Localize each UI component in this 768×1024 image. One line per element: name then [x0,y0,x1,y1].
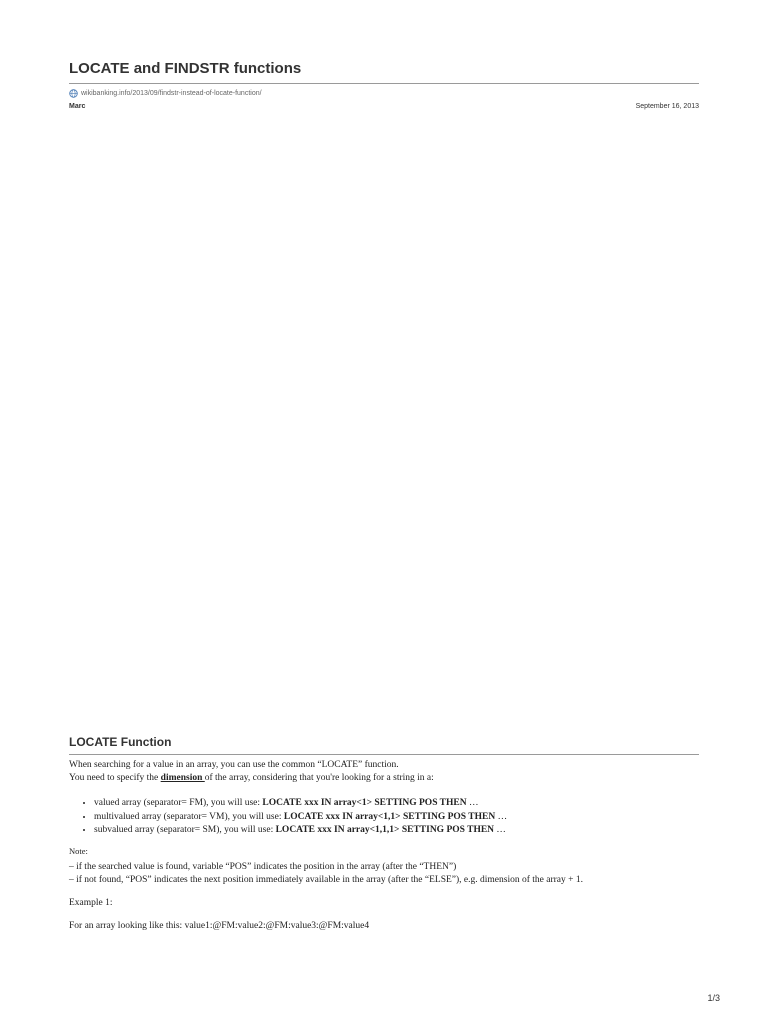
locate-usage-list [80,797,507,838]
source-link[interactable] [69,87,262,99]
dimension-emphasis: dimension [160,773,205,783]
bullet-text: subvalued array (separator= SM), you will use: [94,825,276,835]
example-label: Example 1: [69,898,113,908]
author-name: Marc [69,103,86,110]
list-item [94,797,507,811]
section-title: LOCATE Function [69,735,172,749]
page-title: LOCATE and FINDSTR functions [69,60,302,77]
code-snippet: LOCATE xxx IN array<1,1,1> SETTING POS THEN [275,825,495,835]
title-divider [69,83,699,84]
example-line: For an array looking like this: value1:@FM:value2:@FM:value3:@FM:value4 [69,921,370,931]
intro-line-1: When searching for a value in an array, you can use the common “LOCATE” function. [69,760,399,770]
intro-line-2-pre: You need to specify the [69,773,161,783]
list-item [94,824,507,838]
code-snippet: LOCATE xxx IN array<1,1> SETTING POS THEN [283,811,496,822]
list-item [94,811,507,825]
bullet-text: valued array (separator= FM), you will use: [94,798,263,808]
intro-line-2 [69,772,709,785]
intro-line-2-post: of the array, considering that you're looking for a string in a: [204,773,434,783]
note-line-1: – if the searched value is found, variable “POS” indicates the position in the array (after the “THEN”) [69,862,457,872]
section-divider [69,754,699,755]
bullet-ellipsis: … [466,798,479,808]
note-label: Note: [69,846,88,856]
source-url[interactable]: wikibanking.info/2013/09/findstr-instead-of-locate-function/ [81,89,262,97]
bullet-ellipsis: … [494,825,506,835]
page-number: 1/3 [707,993,720,1003]
bullet-text: multivalued array (separator= VM), you will use: [94,811,284,822]
code-snippet: LOCATE xxx IN array<1> SETTING POS THEN [262,798,467,808]
bullet-ellipsis: … [495,811,508,822]
post-date: September 16, 2013 [635,103,699,110]
intro-paragraph [69,759,709,785]
note-line-2: – if not found, “POS” indicates the next position immediately available in the array (after the “ELSE”), e.g. dimension of the array + 1. [69,875,583,885]
globe-icon [69,89,78,98]
